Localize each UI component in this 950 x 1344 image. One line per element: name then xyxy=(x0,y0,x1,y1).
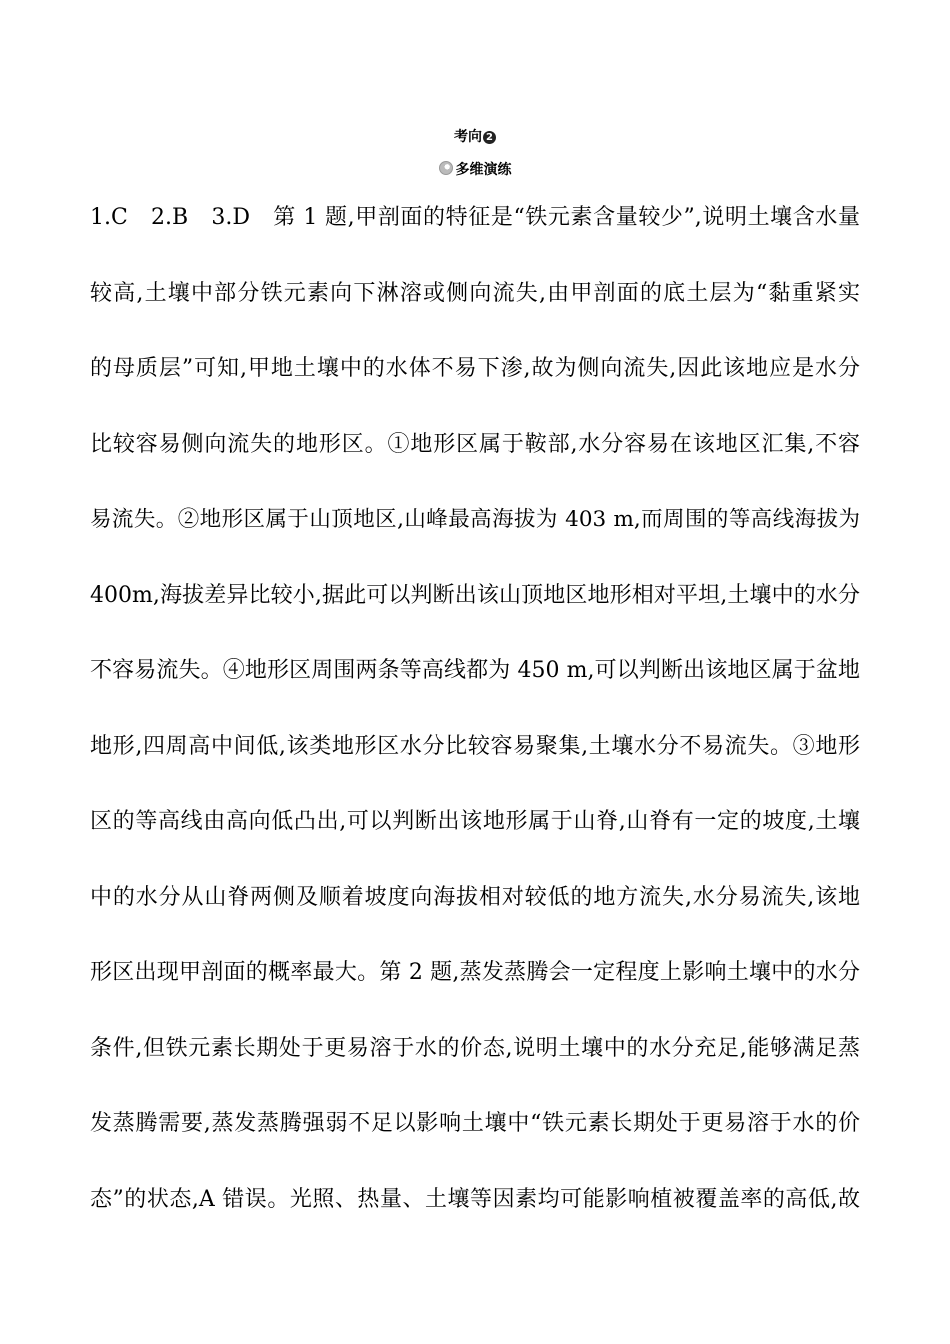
text-line: 形区出现甲剖面的概率最大。第 2 题,蒸发蒸腾会一定程度上影响土壤中的水分 xyxy=(90,960,860,985)
text-line: 态”的状态,A 错误。光照、热量、土壤等因素均可能影响植被覆盖率的高低,故 xyxy=(90,1186,860,1212)
text-line: 1.C 2.B 3.D 第 1 题,甲剖面的特征是“铁元素含量较少”,说明土壤含水量 xyxy=(90,205,860,230)
answer-explanation xyxy=(90,200,860,1257)
text-line: 地形,四周高中间低,该类地形区水分比较容易聚集,土壤水分不易流失。③地形 xyxy=(90,733,860,759)
text-line: 的母质层”可知,甲地土壤中的水体不易下渗,故为侧向流失,因此该地应是水分 xyxy=(90,356,860,381)
text-line: 区的等高线由高向低凸出,可以判断出该地形属于山脊,山脊有一定的坡度,土壤 xyxy=(90,809,860,834)
text-line: 400m,海拔差异比较小,据此可以判断出该山顶地区地形相对平坦,土壤中的水分 xyxy=(90,582,860,608)
text-line: 发蒸腾需要,蒸发蒸腾强弱不足以影响土壤中“铁元素长期处于更易溶于水的价 xyxy=(90,1111,860,1136)
text-line: 不容易流失。④地形区周围两条等高线都为 450 m,可以判断出该地区属于盆地 xyxy=(90,658,860,683)
section-subheading-text: 多维演练 xyxy=(455,162,512,178)
section-subheading xyxy=(0,159,950,179)
circled-number-two-icon: 2 xyxy=(483,131,496,144)
text-line: 易流失。②地形区属于山顶地区,山峰最高海拔为 403 m,而周围的等高线海拔为 xyxy=(90,507,860,532)
section-heading-text: 考向 xyxy=(454,129,482,145)
text-line: 条件,但铁元素长期处于更易溶于水的价态,说明土壤中的水分充足,能够满足蒸 xyxy=(90,1035,860,1061)
text-line: 中的水分从山脊两侧及顺着坡度向海拔相对较低的地方流失,水分易流失,该地 xyxy=(90,884,860,910)
text-line: 比较容易侧向流失的地形区。①地形区属于鞍部,水分容易在该地区汇集,不容 xyxy=(90,431,860,457)
section-heading xyxy=(0,126,950,146)
text-line: 较高,土壤中部分铁元素向下淋溶或侧向流失,由甲剖面的底土层为“黏重紧实 xyxy=(90,280,860,306)
gray-disc-icon xyxy=(439,161,453,175)
